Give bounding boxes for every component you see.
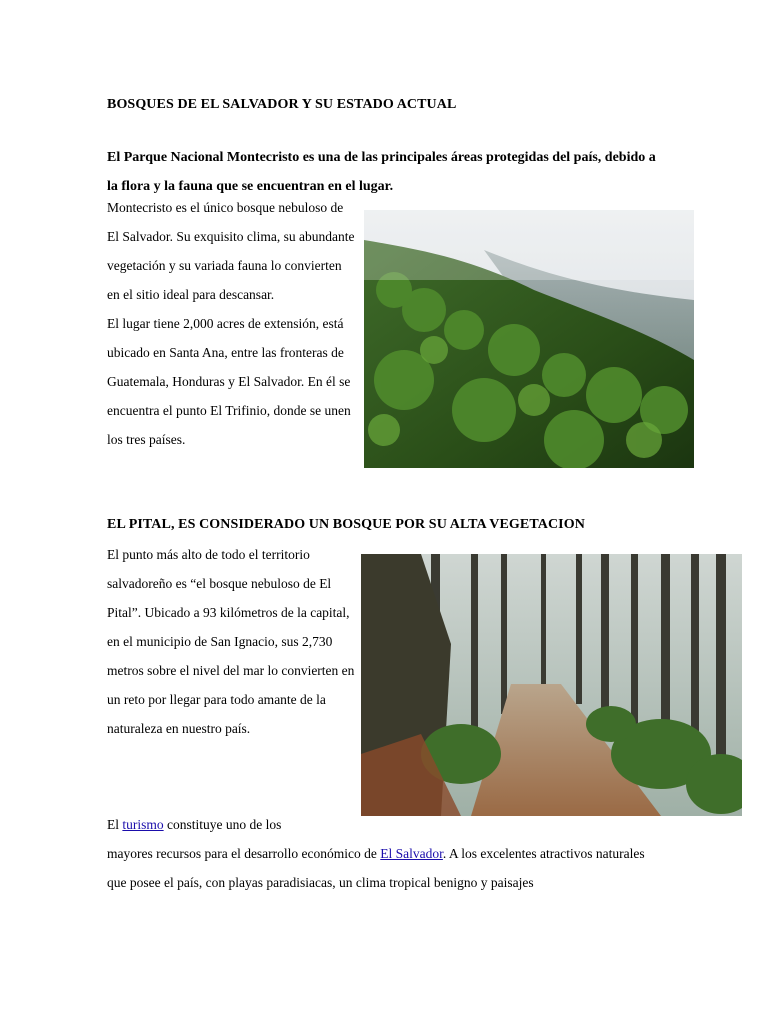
el-pital-paragraph: El punto más alto de todo el territorio salvadoreño es “el bosque nebuloso de El Pital”. Ubicado a 93 kilómetros de la capital, en el municipio de San Ignacio, sus 2,730 metros sobre el nivel del mar lo convierten en un reto por llegar para todo amante de la naturaleza en nuestro país. xyxy=(107,547,355,736)
tourism-text-4: . A los excelentes atractivos naturales que posee el país, con playas paradisiacas, un clima tropical benigno y paisajes xyxy=(107,846,645,890)
el-pital-forest-road-photo xyxy=(361,554,742,816)
montecristo-paragraph-b: El lugar tiene 2,000 acres de extensión, está ubicado en Santa Ana, entre las fronteras de Guatemala, Honduras y El Salvador. En él se encuentra el punto El Trifinio, donde se unen los tres países. xyxy=(107,316,351,447)
section-heading-montecristo: BOSQUES DE EL SALVADOR Y SU ESTADO ACTUAL xyxy=(107,97,457,112)
tourism-text-1: El xyxy=(107,817,123,832)
section-heading-el-pital: EL PITAL, ES CONSIDERADO UN BOSQUE POR SU ALTA VEGETACION xyxy=(107,517,585,532)
tourism-text-3: mayores recursos para el desarrollo económico de xyxy=(107,846,381,861)
montecristo-forest-photo xyxy=(364,210,694,468)
montecristo-paragraph-a: Montecristo es el único bosque nebuloso de El Salvador. Su exquisito clima, su abundante vegetación y su variada fauna lo convierten en el sitio ideal para descansar. xyxy=(107,200,355,302)
tourism-text-2: constituye uno de los xyxy=(163,817,282,832)
turismo-link[interactable]: turismo xyxy=(122,817,164,832)
tourism-paragraph xyxy=(107,810,667,897)
el-salvador-link[interactable]: El Salvador xyxy=(380,846,443,861)
montecristo-text xyxy=(107,193,357,454)
lead-paragraph: El Parque Nacional Montecristo es una de las principales áreas protegidas del país, debido a la flora y la fauna que se encuentran en el lugar. xyxy=(107,150,656,194)
